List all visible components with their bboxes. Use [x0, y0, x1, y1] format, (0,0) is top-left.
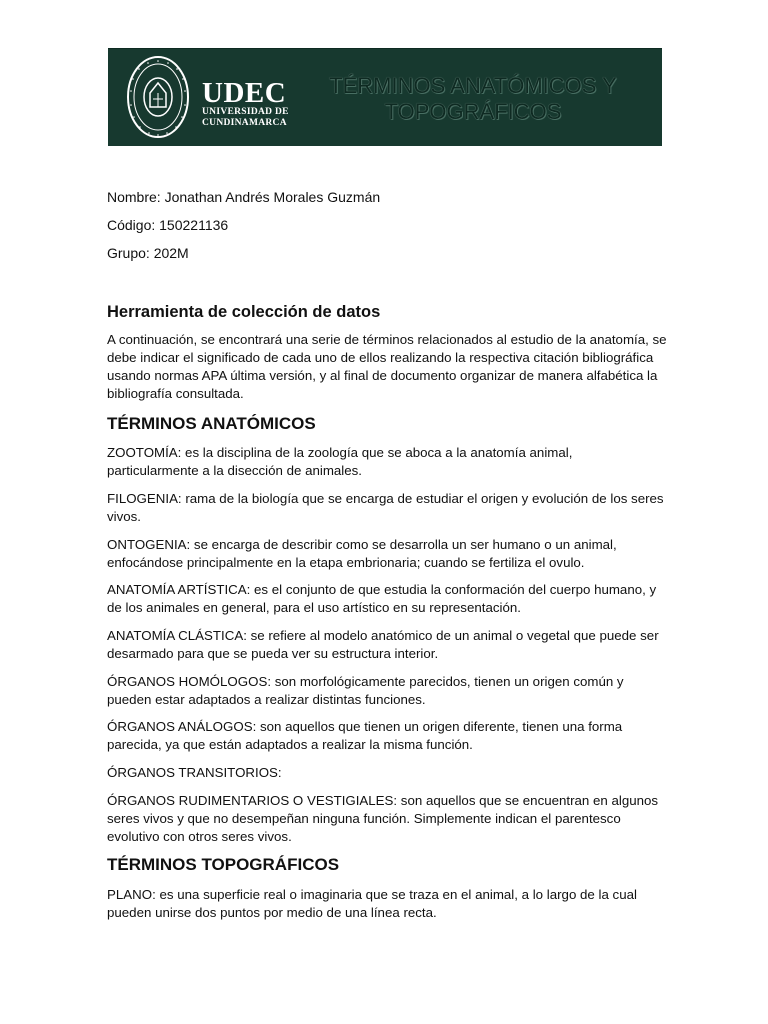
term-plano: PLANO: es una superficie real o imaginaria que se traza en el animal, a lo largo de la cual pueden unirse dos puntos por medio de una línea recta. — [107, 887, 637, 920]
term-anatomia-artistica: ANATOMÍA ARTÍSTICA: es el conjunto de que estudia la conformación del cuerpo humano, y de los animales en general, para el uso artístico en su representación. — [107, 582, 657, 615]
student-code: Código: 150221136 — [107, 217, 229, 233]
term-organos-homologos: ÓRGANOS HOMÓLOGOS: son morfológicamente parecidos, tienen un origen común y pueden estar adaptados a realizar distintas funciones. — [107, 674, 624, 707]
header-banner — [108, 48, 662, 146]
intro-heading: Herramienta de colección de datos — [107, 303, 381, 321]
university-logo — [202, 79, 289, 129]
term-filogenia: FILOGENIA: rama de la biología que se encarga de estudiar el origen y evolución de los seres vivos. — [107, 491, 664, 524]
document-title-line2: TOPOGRÁFICOS — [384, 99, 562, 124]
term-zootomia: ZOOTOMÍA: es la disciplina de la zoología que se aboca a la anatomía animal, particularmente a la disección de animales. — [107, 445, 573, 478]
document-title-line1: TÉRMINOS ANATÓMICOS Y — [329, 73, 617, 98]
topographic-terms-heading: TÉRMINOS TOPOGRÁFICOS — [107, 855, 340, 874]
term-organos-rudimentarios: ÓRGANOS RUDIMENTARIOS O VESTIGIALES: son aquellos que se encuentran en algunos seres vivos y que no desempeñan ninguna función. Simplemente indican el parentesco evolutivo con otros seres vivos. — [107, 793, 659, 844]
university-name-line2: CUNDINAMARCA — [202, 118, 287, 128]
term-organos-transitorios: ÓRGANOS TRANSITORIOS: — [107, 765, 282, 780]
udec-logo-text: UDEC — [202, 77, 287, 109]
anatomical-terms-heading: TÉRMINOS ANATÓMICOS — [107, 414, 316, 433]
term-organos-analogos: ÓRGANOS ANÁLOGOS: son aquellos que tienen un origen diferente, tienen una forma parecida, ya que están adaptados a realizar la misma función. — [107, 719, 623, 752]
university-seal-icon — [126, 55, 190, 139]
document-title — [313, 73, 633, 125]
term-anatomia-clastica: ANATOMÍA CLÁSTICA: se refiere al modelo anatómico de un animal o vegetal que puede ser desarmado para que se pueda ver su estructura interior. — [107, 628, 659, 661]
intro-paragraph: A continuación, se encontrará una serie de términos relacionados al estudio de la anatomía, se debe indicar el significado de cada uno de ellos realizando la respectiva citación bibliográfica usando normas APA última versión, y al final de documento organizar de manera alfabética la bibliografía consultada. — [107, 332, 667, 401]
university-name-line1: UNIVERSIDAD DE — [202, 107, 289, 117]
term-ontogenia: ONTOGENIA: se encarga de describir como se desarrolla un ser humano o un animal, enfocándose principalmente en la etapa embrionaria; cuando se fertiliza el ovulo. — [107, 537, 617, 570]
student-group: Grupo: 202M — [107, 245, 189, 261]
student-name: Nombre: Jonathan Andrés Morales Guzmán — [107, 189, 381, 205]
